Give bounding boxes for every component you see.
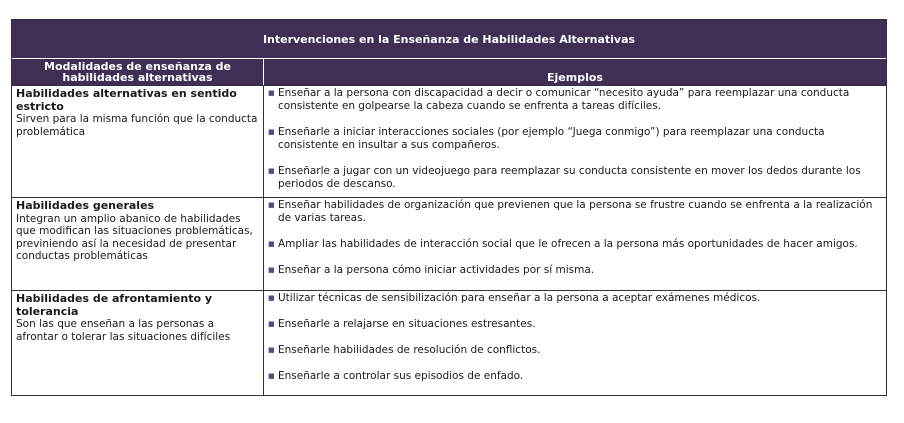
square-bullet-icon: ■ (268, 320, 275, 328)
example-text: Ampliar las habilidades de interacción social que le ofrecen a la persona más oportunidades de hacer amigos. (278, 238, 858, 250)
square-bullet-icon: ■ (268, 89, 275, 97)
example-text: Enseñar a la persona con discapacidad a decir o comunicar “necesito ayuda” para reemplazar una conducta consistente en golpearse la cabeza cuando se enfrenta a tareas difíciles. (278, 87, 850, 112)
list-item (268, 292, 878, 305)
list-item (268, 87, 878, 113)
category-cell (12, 198, 264, 290)
example-text: Utilizar técnicas de sensibilización para enseñar a la persona a aceptar exámenes médicos. (278, 292, 761, 304)
examples-cell (264, 291, 886, 395)
example-text: Enseñarle a relajarse en situaciones estresantes. (278, 318, 536, 330)
category-description: Sirven para la misma función que la conducta problemática (16, 113, 258, 138)
square-bullet-icon: ■ (268, 372, 275, 380)
square-bullet-icon: ■ (268, 167, 275, 175)
list-item (268, 264, 878, 277)
category-cell (12, 86, 264, 197)
square-bullet-icon: ■ (268, 266, 275, 274)
category-title: Habilidades alternativas en sentido estricto (16, 87, 237, 113)
example-text: Enseñarle a jugar con un videojuego para reemplazar su conducta consistente en mover los dedos durante los periodos de descanso. (278, 165, 861, 190)
example-text: Enseñarle habilidades de resolución de conflictos. (278, 344, 541, 356)
interventions-table (11, 19, 887, 396)
table-title (12, 20, 886, 59)
list-item (268, 370, 878, 383)
example-text: Enseñarle a controlar sus episodios de enfado. (278, 370, 524, 382)
category-description: Son las que enseñan a las personas a afrontar o tolerar las situaciones difíciles (16, 318, 231, 343)
category-description: Integran un amplio abanico de habilidades que modifican las situaciones problemáticas, previniendo así la necesidad de presentar conductas problemáticas (16, 212, 253, 262)
example-text: Enseñar a la persona cómo iniciar actividades por sí misma. (278, 264, 595, 276)
examples-cell (264, 86, 886, 197)
column-header-examples: Ejemplos (547, 71, 603, 84)
table-row (12, 197, 886, 290)
table-title-text: Intervenciones en la Enseñanza de Habilidades Alternativas (262, 32, 636, 46)
example-text: Enseñarle a iniciar interacciones sociales (por ejemplo “Juega conmigo”) para reemplazar una conducta consistente en insultar a sus compañeros. (278, 126, 825, 151)
category-title: Habilidades de afrontamiento y tolerancia (16, 292, 213, 318)
column-header-modalities: Modalidades de enseñanza de habilidades alternativas (12, 59, 264, 85)
square-bullet-icon: ■ (268, 294, 275, 302)
category-title: Habilidades generales (16, 199, 155, 212)
list-item (268, 238, 878, 251)
list-item (268, 318, 878, 331)
examples-cell (264, 198, 886, 290)
square-bullet-icon: ■ (268, 240, 275, 248)
table-header-row (12, 59, 886, 85)
example-text: Enseñar habilidades de organización que previenen que la persona se frustre cuando se enfrenta a la realización de varias tareas. (278, 199, 873, 224)
square-bullet-icon: ■ (268, 128, 275, 136)
table-row (12, 85, 886, 197)
category-cell (12, 291, 264, 395)
table-row (12, 290, 886, 395)
list-item (268, 344, 878, 357)
list-item (268, 199, 878, 225)
list-item (268, 165, 878, 191)
list-item (268, 126, 878, 152)
square-bullet-icon: ■ (268, 346, 275, 354)
square-bullet-icon: ■ (268, 201, 275, 209)
